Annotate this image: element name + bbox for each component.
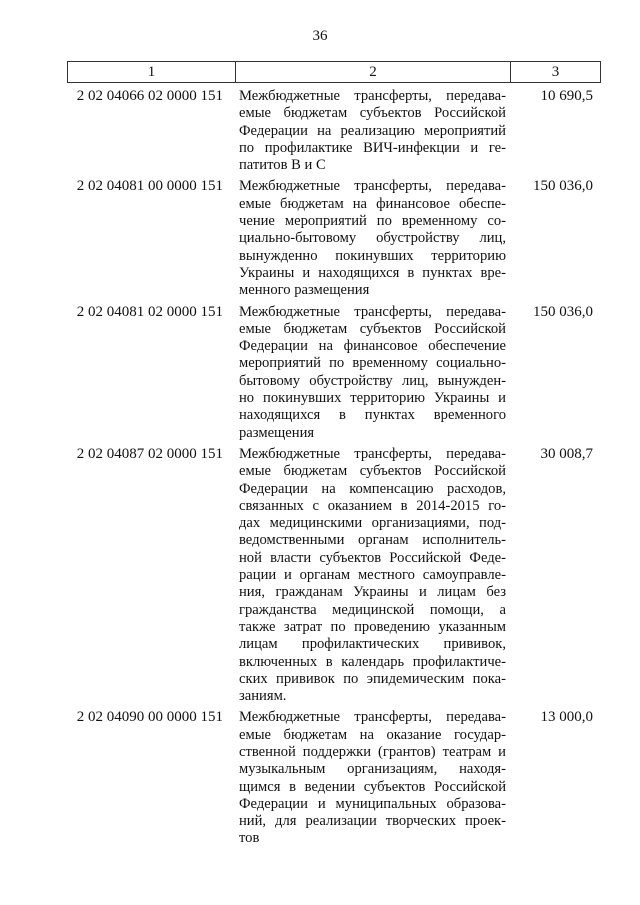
row-description (235, 88, 510, 174)
amount-value: 10 690,5 (540, 88, 593, 104)
table-row (67, 304, 601, 442)
column-header-3: 3 (551, 64, 560, 80)
amount-value: 30 008,7 (540, 445, 593, 462)
description-line: патитов В и С (239, 157, 326, 174)
description-line: емые бюджетам субъектов Российской (239, 320, 506, 337)
description-line: размещения (239, 424, 315, 441)
description-line: ния, гражданам Украины и лицам без (239, 584, 506, 601)
description-line: Межбюджетные трансферты, передава- (239, 709, 506, 726)
description-line: Межбюджетные трансферты, передава- (239, 445, 506, 462)
description-line: рации и органам местного самоуправле- (239, 567, 506, 584)
description-line: лицам профилактических прививок, (239, 636, 506, 653)
description-line: мероприятий по временному социально- (239, 355, 506, 372)
description-line: Федерации и муниципальных образова- (239, 795, 506, 812)
description-line: Межбюджетные трансферты, передава- (239, 178, 506, 195)
table-header (67, 61, 601, 83)
description-line: емые бюджетам субъектов Российской (239, 463, 506, 480)
amount-value: 150 036,0 (533, 303, 593, 320)
description-line: Межбюджетные трансферты, передава- (239, 303, 506, 320)
budget-code: 2 02 04081 02 0000 151 (76, 303, 223, 320)
description-line: емые бюджетам субъектов Российской (239, 105, 506, 122)
column-header-1: 1 (68, 62, 236, 82)
description-line: заниям. (239, 688, 287, 705)
row-description (235, 304, 510, 442)
description-line: щимся в ведении субъектов Российской (239, 778, 506, 795)
description-line: Федерации на реализацию мероприятий (239, 122, 506, 139)
description-line: ний, для реализации творческих проек- (239, 813, 506, 830)
description-line: ственной поддержки (грантов) театрам и (239, 743, 506, 760)
description-line: по профилактике ВИЧ-инфекции и ге- (239, 139, 506, 156)
table-row (67, 88, 601, 174)
budget-code: 2 02 04081 00 0000 151 (76, 178, 223, 195)
budget-code: 2 02 04066 02 0000 151 (76, 88, 223, 104)
description-line: тов (239, 830, 260, 847)
description-line: чение мероприятий по временному со- (239, 213, 506, 230)
description-line: связанных с оказанием в 2014-2015 го- (239, 497, 506, 514)
column-header-2: 2 (236, 62, 511, 82)
description-line: емые бюджетам на оказание государ- (239, 726, 506, 743)
table-row (67, 178, 601, 299)
row-description (235, 446, 510, 705)
amount-value: 13 000,0 (540, 709, 593, 726)
description-line: Межбюджетные трансферты, передава- (239, 88, 506, 104)
description-line: также затрат по проведению указанным (239, 618, 506, 635)
description-line: но покинувших территорию Украины и (239, 390, 506, 407)
description-line: вынужденно покинувших территорию (239, 247, 506, 264)
description-line: ских прививок по эпидемическим пока- (239, 670, 506, 687)
amount-value: 150 036,0 (533, 178, 593, 195)
description-line: гражданства медицинской помощи, а (239, 601, 506, 618)
description-line: включенных в календарь профилактиче- (239, 653, 506, 670)
description-line: находящихся в пунктах временного (239, 407, 506, 424)
row-description (235, 178, 510, 299)
description-line: Федерации на финансовое обеспечение (239, 338, 506, 355)
row-description (235, 709, 510, 847)
table-row (67, 709, 601, 847)
budget-code: 2 02 04090 00 0000 151 (76, 709, 223, 726)
description-line: Федерации на компенсацию расходов, (239, 480, 506, 497)
description-line: менного размещения (239, 282, 370, 299)
description-line: циально-бытовому обустройству лиц, (239, 230, 506, 247)
description-line: ной власти субъектов Российской Феде- (239, 549, 506, 566)
table-body (67, 88, 601, 852)
description-line: бытовому обустройству лиц, вынужден- (239, 372, 506, 389)
description-line: емые бюджетам на финансовое обеспе- (239, 195, 506, 212)
description-line: музыкальным организациям, находя- (239, 761, 506, 778)
description-line: Украины и находящихся в пунктах вре- (239, 264, 506, 281)
budget-code: 2 02 04087 02 0000 151 (76, 445, 223, 462)
page-number: 36 (312, 28, 328, 44)
description-line: ведомственными органам исполнитель- (239, 532, 506, 549)
description-line: дах медицинскими организациями, под- (239, 515, 506, 532)
table-row (67, 446, 601, 705)
